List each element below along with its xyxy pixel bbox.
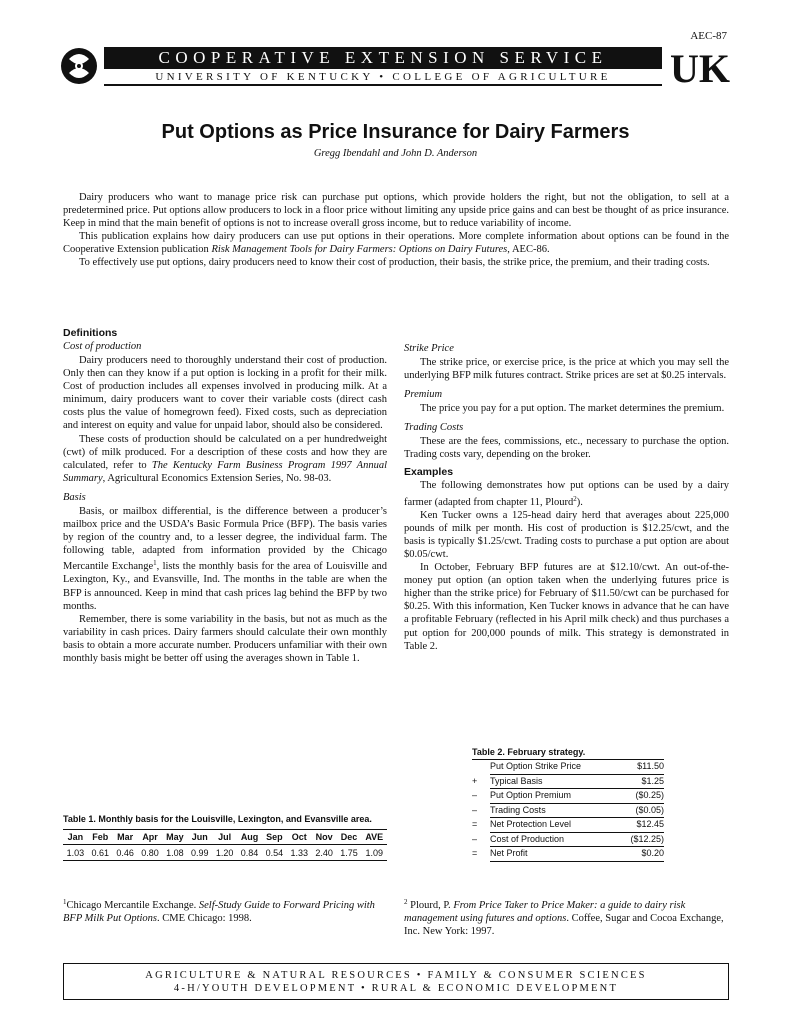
intro-paragraph: To effectively use put options, dairy producers need to know their cost of production, their basis, the strike price, the premium, and their trading costs.	[79, 257, 710, 269]
table-2	[472, 747, 664, 862]
table-cell: 1.20	[212, 845, 237, 861]
column-header: Jun	[187, 830, 212, 845]
examples-heading: Examples	[404, 466, 454, 479]
column-header: Nov	[312, 830, 337, 845]
publication-title: The Kentucky Farm Business Program 1997 Annual Summary	[63, 459, 387, 484]
trading-costs-heading: Trading Costs	[404, 422, 464, 434]
body-paragraph: Remember, there is some variability in the basis, but not as much as the variability in cash prices. Dairy farmers should calculate their own monthly basis to obtain a more accurate number. Producers unfamiliar with their own monthly basis might be better off using the averages shown in Table 1.	[63, 613, 387, 664]
table-cell: 0.61	[88, 845, 113, 861]
footnote-2	[404, 896, 730, 938]
footer-line: AGRICULTURE & NATURAL RESOURCES • FAMILY & CONSUMER SCIENCES	[145, 970, 647, 981]
publication-title: Self-Study Guide to Forward Pricing with BFP Milk Put Options	[63, 900, 375, 925]
table-cell: 1.33	[287, 845, 312, 861]
table-1-caption: Table 1. Monthly basis for the Louisville, Lexington, and Evansville area.	[63, 814, 372, 824]
table-cell-sign: –	[472, 790, 478, 800]
column-header: Mar	[113, 830, 138, 845]
cost-of-production-heading: Cost of production	[63, 341, 142, 352]
footnote-ref: 1	[153, 559, 157, 568]
text: These costs of production should be calculated on a per hundredweight (cwt) of milk produced. For a description of these costs and how they are calculated, refer to	[63, 433, 387, 471]
table-cell-label: Put Option Premium	[490, 789, 617, 804]
table-row	[472, 774, 664, 789]
table-cell: 0.84	[237, 845, 262, 861]
table-cell-label: Net Profit	[490, 847, 617, 862]
body-paragraph: The strike price, or exercise price, is the price at which you may sell the underlying BFP milk futures contract. Strike prices are set at $0.25 intervals.	[404, 357, 729, 382]
table-row	[472, 832, 664, 847]
table-cell-label: Typical Basis	[490, 774, 617, 789]
left-column	[63, 326, 387, 665]
text: . Coffee, Sugar and Cocoa Exchange, Inc. New York: 1997.	[404, 913, 724, 938]
footnote-ref: 2	[573, 494, 577, 503]
footnote-1	[63, 896, 383, 925]
body-paragraph: The price you pay for a put option. The market determines the premium.	[420, 403, 725, 415]
authors: Gregg Ibendahl and John D. Anderson	[313, 148, 478, 159]
table-1	[63, 814, 387, 861]
table-cell-value: ($0.05)	[617, 803, 664, 818]
table-cell-value: ($0.25)	[617, 789, 664, 804]
text: , AEC-86.	[507, 244, 550, 256]
strike-price-heading: Strike Price	[404, 343, 454, 354]
table-row	[472, 818, 664, 833]
footnote-marker: 2	[404, 898, 408, 906]
column-header: Jul	[212, 830, 237, 845]
table-cell: 1.03	[63, 845, 88, 861]
table-cell-value: $12.45	[617, 818, 664, 833]
footer-program-areas	[63, 963, 729, 1000]
february-strategy-table	[472, 760, 664, 862]
column-header: Feb	[88, 830, 113, 845]
text: Plourd, P.	[410, 900, 454, 911]
text: The following demonstrates how put options can be used by a dairy farmer (adapted from chapter 11, Plourd	[404, 480, 729, 508]
right-column	[404, 342, 729, 653]
monthly-basis-table	[63, 829, 387, 861]
table-cell-sign: +	[472, 775, 478, 786]
table-cell: 0.99	[187, 845, 212, 861]
table-cell-sign: =	[472, 848, 478, 858]
text: Chicago Mercantile Exchange.	[66, 900, 199, 911]
table-2-caption: Table 2. February strategy.	[472, 747, 664, 760]
uk-logo-text: UK	[670, 47, 730, 87]
text: ).	[576, 496, 583, 508]
table-cell-value: $1.25	[617, 774, 664, 789]
introduction	[63, 191, 729, 270]
document-title: Put Options as Price Insurance for Dairy Farmers	[161, 121, 630, 143]
column-header: Sep	[262, 830, 287, 845]
body-paragraph: Ken Tucker owns a 125-head dairy herd that averages about 225,000 pounds of milk per month. His cost of production is $12.25/cwt, and the basis is typically $1.25/cwt. Trading costs to purchase a put option are about $0.05/cwt.	[404, 509, 729, 560]
masthead	[60, 45, 732, 89]
table-cell: 0.54	[262, 845, 287, 861]
uk-logo-icon	[668, 47, 732, 87]
table-cell-label: Put Option Strike Price	[490, 760, 617, 774]
table-cell-value: $0.20	[617, 847, 664, 862]
cooperative-extension-banner: COOPERATIVE EXTENSION SERVICE	[104, 47, 662, 69]
table-row	[472, 789, 664, 804]
intro-paragraph	[63, 230, 729, 256]
text: This publication explains how dairy producers can use put options in their operations. More complete information about options can be found in the Cooperative Extension publication	[63, 231, 729, 256]
publication-title: Risk Management Tools for Dairy Farmers: Options on Dairy Futures	[211, 244, 508, 256]
table-cell: 2.40	[312, 845, 337, 861]
column-header: Oct	[287, 830, 312, 845]
table-header-row	[63, 830, 387, 845]
column-header: May	[163, 830, 188, 845]
footer-line: 4-H/YOUTH DEVELOPMENT • RURAL & ECONOMIC DEVELOPMENT	[173, 983, 619, 994]
table-cell-label: Net Protection Level	[490, 818, 617, 833]
basis-heading: Basis	[63, 491, 86, 503]
column-header: Apr	[138, 830, 163, 845]
table-cell-value: ($12.25)	[617, 832, 664, 847]
body-paragraph: These are the fees, commissions, etc., necessary to purchase the option. Trading costs vary, depending on the broker.	[404, 436, 729, 461]
table-cell-value: $11.50	[617, 760, 664, 774]
text: , lists the monthly basis for the area of Louisville and Lexington, Ky., and Evansville, Ind. The months in the table are when the BFP is announced. Keep in mind that cash prices lag behind the BFP by two months.	[63, 561, 387, 612]
table-cell: 1.09	[362, 845, 388, 861]
table-cell-sign: –	[472, 804, 478, 815]
body-paragraph	[63, 433, 387, 485]
intro-paragraph: Dairy producers who want to manage price risk can purchase put options, which provide holders the right, but not the obligation, to sell at a predetermined price. Put options allow producers to lock in a floor price without limiting any upside price gains and can best be thought of as price insurance. Keep in mind that the main benefit of options is not to increase overall gross income, but to reduce variability of income.	[63, 192, 729, 230]
premium-heading: Premium	[404, 389, 443, 401]
publication-number: AEC-87	[690, 30, 727, 42]
body-paragraph: Dairy producers need to thoroughly understand their cost of production. Only then can they know if a put option is locking in a profit for their milk. Cost of production includes all expenses involved in producing milk. At a minimum, dairy producers want to cover their variable costs (direct cash costs plus the value of homegrown feed). Fixed costs, such as depreciation and interest on equity and value for unpaid labor, should also be considered.	[63, 355, 387, 432]
table-cell-label: Trading Costs	[490, 803, 617, 818]
table-cell: 0.80	[138, 845, 163, 861]
column-header: Jan	[63, 830, 88, 845]
publication-title: From Price Taker to Price Maker: a guide to dairy risk management using futures and options	[404, 900, 686, 925]
column-header: Dec	[337, 830, 362, 845]
university-college-line: UNIVERSITY OF KENTUCKY • COLLEGE OF AGRICULTURE	[104, 71, 662, 86]
table-row	[63, 845, 387, 861]
table-cell-label: Cost of Production	[490, 832, 617, 847]
text: . CME Chicago: 1998.	[157, 913, 252, 925]
table-row	[472, 803, 664, 818]
table-cell-sign	[472, 760, 490, 774]
definitions-heading: Definitions	[63, 327, 118, 339]
cooperative-extension-logo-icon	[60, 45, 98, 87]
text: Basis, or mailbox differential, is the difference between a producer’s mailbox price and the USDA’s Basic Formula Price (BFP). The basis varies by region of the country and, to a lesser degree, the individual farm. The following table, adapted from information provided by the Chicago Mercantile Exchange	[63, 505, 387, 573]
table-cell: 0.46	[113, 845, 138, 861]
table-row	[472, 847, 664, 862]
table-cell: 1.75	[337, 845, 362, 861]
text: , Agricultural Economics Extension Series, No. 98-03.	[102, 472, 332, 484]
body-paragraph	[404, 479, 729, 508]
body-paragraph: In October, February BFP futures are at $12.10/cwt. An out-of-the-money put option (an option taken when the underlying futures price is higher than the strike price) for February of $11.50/cwt can be purchased for $0.25. With this information, Ken Tucker knows in advance that he can have a profitable February (reflected in his April milk check) and thus purchases a put option for 200,000 pounds of milk. This strategy is demonstrated in Table 2.	[404, 562, 729, 652]
body-paragraph	[63, 505, 387, 613]
footnote-marker: 1	[63, 898, 67, 906]
table-cell-sign: =	[472, 819, 478, 829]
column-header: AVE	[362, 830, 388, 845]
column-header: Aug	[237, 830, 262, 845]
table-cell-sign: –	[472, 833, 478, 844]
table-row	[472, 760, 664, 774]
table-cell: 1.08	[163, 845, 188, 861]
